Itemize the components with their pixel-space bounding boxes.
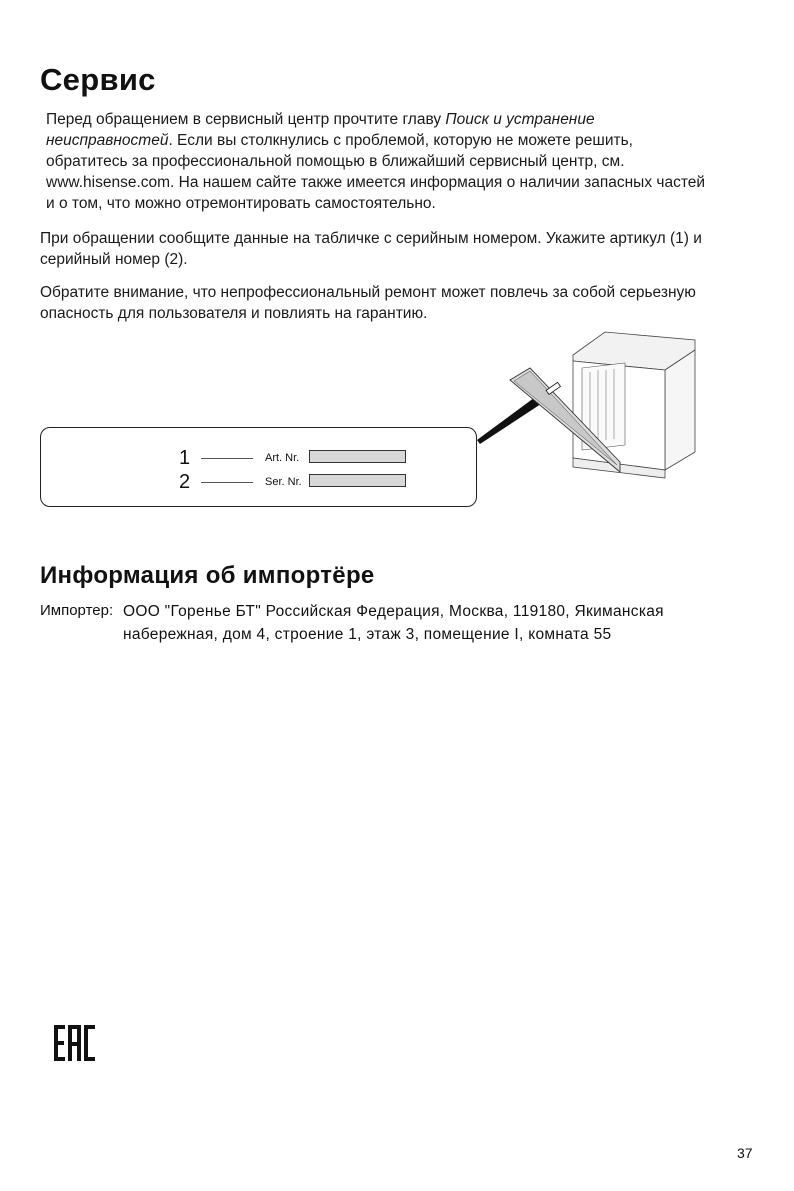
serial-number-label: Ser. Nr. [265, 476, 302, 488]
warning-line1: Обратите внимание, что непрофессиональный ремонт может повлечь за собой серьезную [40, 284, 696, 301]
troubleshooting-reference-cont: неисправностей [46, 132, 169, 149]
callout-number-2: 2 [179, 471, 191, 493]
intro-line5: и о том, что можно отремонтировать самостоятельно. [46, 195, 436, 212]
serial-number-row [41, 471, 476, 493]
page-title: Сервис [40, 62, 156, 97]
dishwasher-illustration [470, 330, 700, 480]
dishwasher-side [665, 350, 695, 470]
article-number-label: Art. Nr. [265, 452, 300, 464]
service-paragraph-intro [46, 109, 746, 214]
intro-line2: . Если вы столкнулись с проблемой, которую не можете решить, [168, 132, 633, 149]
service-paragraph-warning [40, 282, 740, 324]
importer-label: Импортер: [40, 602, 114, 619]
serial-number-field [309, 474, 406, 487]
page-number: 37 [737, 1145, 753, 1161]
service-paragraph-serial [40, 228, 740, 270]
serial-line1: При обращении сообщите данные на табличке с серийным номером. Укажите артикул (1) и [40, 230, 702, 247]
rating-plate [40, 427, 477, 507]
article-number-row [41, 447, 476, 469]
intro-line1: Перед обращением в сервисный центр прочтите главу [46, 111, 446, 128]
callout-line-2 [201, 482, 253, 483]
serial-line2: серийный номер (2). [40, 251, 188, 268]
importer-address [123, 600, 723, 646]
callout-line-1 [201, 458, 253, 459]
importer-line1: ООО "Горенье БТ" Российская Федерация, Москва, 119180, Якиманская [123, 603, 664, 620]
intro-line3: обратитесь за профессиональной помощью в ближайший сервисный центр, см. [46, 153, 625, 170]
troubleshooting-reference: Поиск и устранение [445, 111, 595, 128]
article-number-field [309, 450, 406, 463]
intro-line4: www.hisense.com. На нашем сайте также имеется информация о наличии запасных частей [46, 174, 706, 191]
eac-logo [52, 1023, 98, 1063]
importer-title: Информация об импортёре [40, 562, 375, 589]
callout-number-1: 1 [179, 447, 191, 469]
warning-line2: опасность для пользователя и повлиять на гарантию. [40, 305, 428, 322]
importer-line2: набережная, дом 4, строение 1, этаж 3, помещение I, комната 55 [123, 626, 612, 643]
